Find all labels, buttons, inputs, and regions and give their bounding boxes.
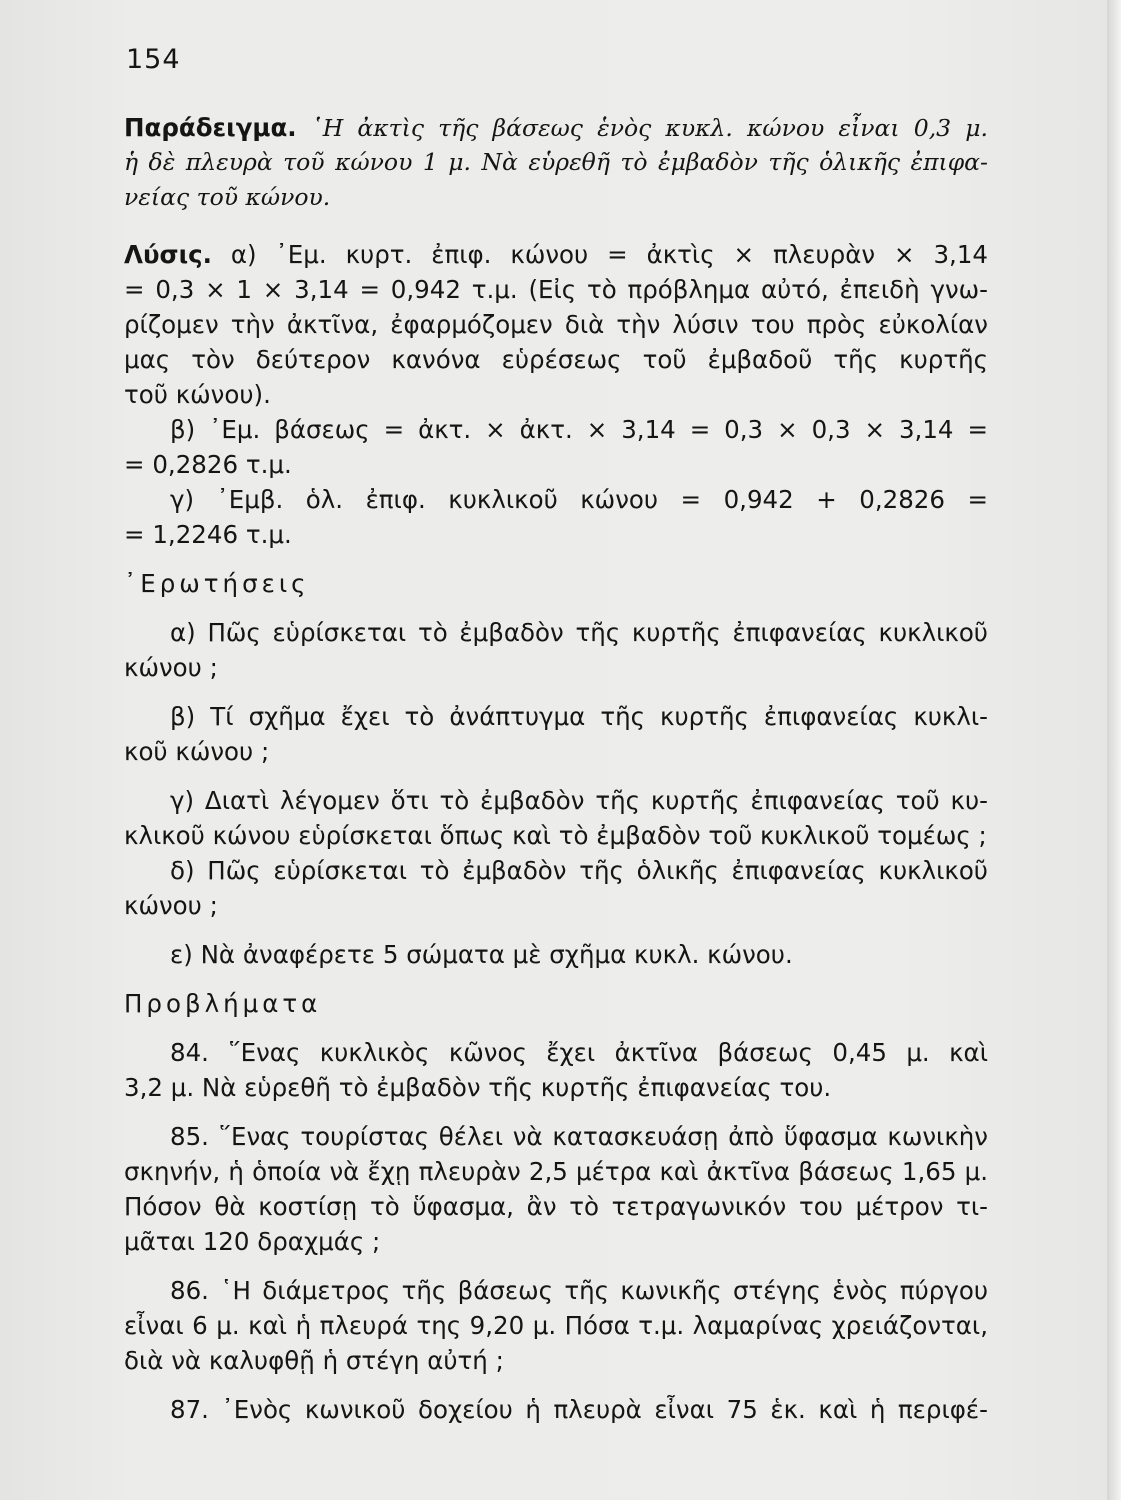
problem-line: Πόσον θὰ κοστίσῃ τὸ ὕφασμα, ἂν τὸ τετραγωνικόν του μέτρον τι- [124,1192,988,1221]
solution-line: ρίζομεν τὴν ἀκτῖνα, ἐφαρμόζομεν διὰ τὴν λύσιν του πρὸς εὐκολίαν [124,310,988,339]
question-line: κοῦ κώνου ; [124,737,270,766]
example-line: ἡ δὲ πλευρὰ τοῦ κώνου 1 μ. Νὰ εὑρεθῆ τὸ ἐμβαδὸν τῆς ὁλικῆς ἐπιφα- [124,148,988,176]
solution-line: τοῦ κώνου). [124,380,271,409]
page-spine-shadow [1107,0,1121,1500]
problem-line: 87. ᾿Ενὸς κωνικοῦ δοχείου ἡ πλευρὰ εἶναι 75 ἑκ. καὶ ἡ περιφέ- [170,1395,988,1424]
problem-line: εἶναι 6 μ. καὶ ἡ πλευρά της 9,20 μ. Πόσα τ.μ. λαμαρίνας χρειάζονται, [124,1311,988,1340]
question-line: δ) Πῶς εὑρίσκεται τὸ ἐμβαδὸν τῆς ὁλικῆς ἐπιφανείας κυκλικοῦ [170,856,988,885]
solution-text: α) ᾿Εμ. κυρτ. ἐπιφ. κώνου = ἀκτὶς × πλευρὰν × 3,14 [230,240,988,269]
question-line: ε) Νὰ ἀναφέρετε 5 σώματα μὲ σχῆμα κυκλ. κώνου. [170,940,793,969]
example-text: ῾Η ἀκτὶς τῆς βάσεως ἑνὸς κυκλ. κώνου εἶναι 0,3 μ. [311,114,988,142]
problem-line: μᾶται 120 δραχμάς ; [124,1227,381,1256]
question-line: α) Πῶς εὑρίσκεται τὸ ἐμβαδὸν τῆς κυρτῆς ἐπιφανείας κυκλικοῦ [170,618,988,647]
page-number: 154 [126,44,181,75]
solution-line: = 0,2826 τ.μ. [124,450,292,479]
problem-line: 3,2 μ. Νὰ εὑρεθῆ τὸ ἐμβαδὸν τῆς κυρτῆς ἐπιφανείας του. [124,1073,832,1102]
example-line [124,110,988,145]
solution-line: = 1,2246 τ.μ. [124,520,292,549]
solution-line: = 0,3 × 1 × 3,14 = 0,942 τ.μ. (Εἰς τὸ πρόβλημα αὐτό, ἐπειδὴ γνω- [124,275,988,304]
solution-line: μας τὸν δεύτερον κανόνα εὑρέσεως τοῦ ἐμβαδοῦ τῆς κυρτῆς [124,345,988,374]
problem-line: 86. ῾Η διάμετρος τῆς βάσεως τῆς κωνικῆς στέγης ἑνὸς πύργου [170,1276,988,1305]
page-body [124,110,988,1427]
question-line: γ) Διατὶ λέγομεν ὅτι τὸ ἐμβαδὸν τῆς κυρτῆς ἐπιφανείας τοῦ κυ- [170,786,988,815]
question-line: κώνου ; [124,653,218,682]
solution-line [124,237,988,272]
example-line: νείας τοῦ κώνου. [124,183,331,211]
example-label: Παράδειγμα. [124,113,297,142]
solution-label: Λύσις. [124,240,212,269]
question-line: β) Τί σχῆμα ἔχει τὸ ἀνάπτυγμα τῆς κυρτῆς ἐπιφανείας κυκλι- [170,702,988,731]
question-line: κώνου ; [124,891,218,920]
question-line: κλικοῦ κώνου εὑρίσκεται ὅπως καὶ τὸ ἐμβαδὸν τοῦ κυκλικοῦ τομέως ; [124,821,987,850]
solution-line: β) ᾿Εμ. βάσεως = ἀκτ. × ἀκτ. × 3,14 = 0,3 × 0,3 × 3,14 = [170,415,988,444]
problem-line: σκηνήν, ἡ ὁποία νὰ ἔχῃ πλευρὰν 2,5 μέτρα καὶ ἀκτῖνα βάσεως 1,65 μ. [124,1157,988,1186]
problems-heading: Προβλήματα [124,989,322,1018]
problem-line: διὰ νὰ καλυφθῇ ἡ στέγη αὐτή ; [124,1346,504,1375]
problem-line: 84. ῞Ενας κυκλικὸς κῶνος ἔχει ἀκτῖνα βάσεως 0,45 μ. καὶ [170,1038,988,1067]
solution-line: γ) ᾿Εμβ. ὁλ. ἐπιφ. κυκλικοῦ κώνου = 0,942 + 0,2826 = [170,485,988,514]
questions-heading: ᾿Ερωτήσεις [124,569,310,598]
problem-line: 85. ῞Ενας τουρίστας θέλει νὰ κατασκευάσῃ ἀπὸ ὕφασμα κωνικὴν [170,1122,988,1151]
